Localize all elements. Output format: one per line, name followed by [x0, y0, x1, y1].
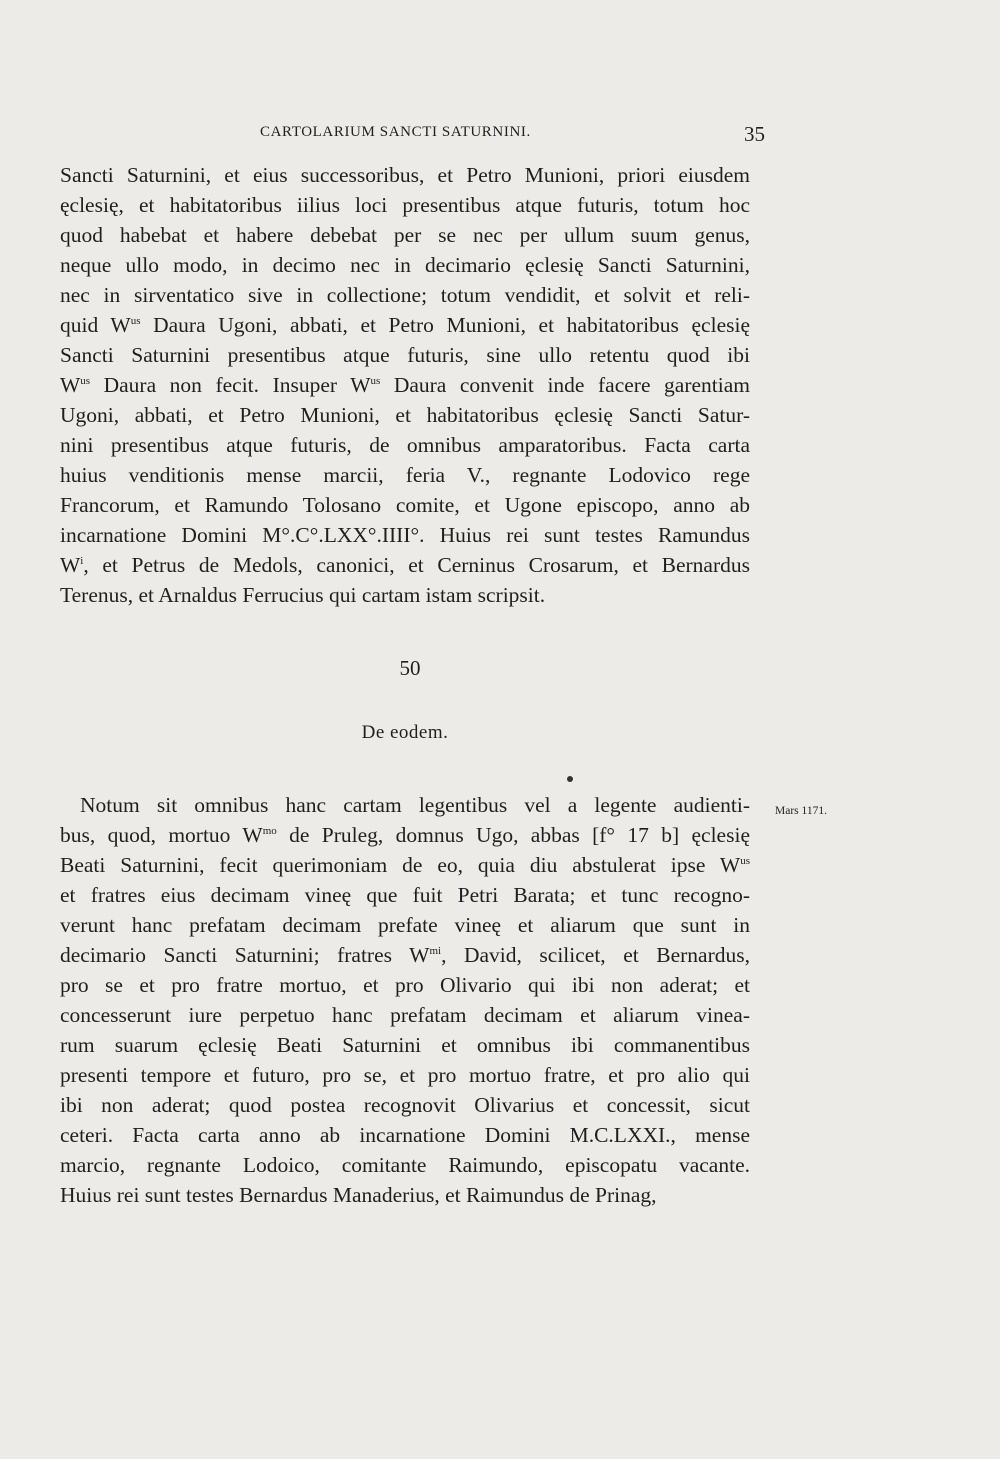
superscript-abbreviation: mi [429, 945, 442, 957]
charter-50-line: et fratres eius decimam vineę que fuit Petri Barata; et tunc recogno- [60, 883, 750, 907]
superscript-abbreviation: us [130, 315, 141, 327]
charter-title: De eodem. [361, 722, 449, 743]
charter-50-line: Huius rei sunt testes Bernardus Manaderius, et Raimundus de Prinag, [60, 1183, 657, 1207]
charter-50-line: rum suarum ęclesię Beati Saturnini et omnibus ibi commanentibus [60, 1033, 750, 1057]
charter-50-line: marcio, regnante Lodoico, comitante Raimundo, episcopatu vacante. [60, 1153, 750, 1177]
running-head [60, 122, 765, 146]
charter-50-line: bus, quod, mortuo $W^{mo}$ de Pruleg, domnus Ugo, abbas [f° 17 b] ęclesię [60, 823, 750, 847]
charter-49-continuation-line: quod habebat et habere debebat per se nec per ullum suum genus, [60, 223, 750, 247]
charter-49-continuation-line: nec in sirventatico sive in collectione; totum vendidit, et solvit et reli- [60, 283, 750, 307]
charter-50-line: verunt hanc prefatam decimam prefate vineę et aliarum que sunt in [60, 913, 750, 937]
charter-50-line: presenti tempore et futuro, pro se, et pro mortuo fratre, et pro alio qui [60, 1063, 750, 1087]
charter-49-continuation-line: Sancti Saturnini, et eius successoribus, et Petro Munioni, priori eiusdem [60, 163, 750, 187]
superscript-abbreviation: us [740, 855, 750, 867]
charter-49-continuation-line: $W^{us}$ Daura non fecit. Insuper $W^{us}$ Daura convenit inde facere garentiam [60, 373, 750, 397]
charter-49-continuation-line: huius venditionis mense marcii, feria V., regnante Lodovico rege [60, 463, 750, 487]
charter-50-line: pro se et pro fratre mortuo, et pro Olivario qui ibi non aderat; et [60, 973, 750, 997]
superscript-abbreviation: mo [262, 825, 277, 837]
charter-49-continuation-line: ęclesię, et habitatoribus iilius loci presentibus atque futuris, totum hoc [60, 193, 750, 217]
charter-50-line: decimario Sancti Saturnini; fratres $W^{mi}$, David, scilicet, et Bernardus, [60, 943, 750, 967]
charter-49-continuation-line: Francorum, et Ramundo Tolosano comite, et Ugone episcopo, anno ab [60, 493, 750, 517]
charter-49-continuation-line: Sancti Saturnini presentibus atque futuris, sine ullo retentu quod ibi [60, 343, 750, 367]
ink-dot [567, 776, 573, 782]
superscript-abbreviation: i [80, 555, 84, 567]
charter-50-line: ibi non aderat; quod postea recognovit Olivarius et concessit, sicut [60, 1093, 750, 1117]
charter-49-continuation-line: Ugoni, abbati, et Petro Munioni, et habitatoribus ęclesię Sancti Satur- [60, 403, 750, 427]
charter-49-continuation-line: Terenus, et Arnaldus Ferrucius qui cartam istam scripsit. [60, 583, 546, 607]
charter-50-line: Notum sit omnibus hanc cartam legentibus vel a legente audienti- [80, 793, 750, 817]
charter-49-continuation-line: neque ullo modo, in decimo nec in decimario ęclesię Sancti Saturnini, [60, 253, 750, 277]
running-title: CARTOLARIUM SANCTI SATURNINI. [260, 124, 531, 140]
charter-50-line: ceteri. Facta carta anno ab incarnatione Domini M.C.LXXI., mense [60, 1123, 750, 1147]
charter-49-continuation-text [60, 160, 750, 610]
superscript-abbreviation: us [80, 375, 91, 387]
charter-49-continuation-line: $W^i$, et Petrus de Medols, canonici, et Cerninus Crosarum, et Bernardus [60, 553, 750, 577]
charter-number: 50 [399, 656, 421, 680]
charter-50-line: concesserunt iure perpetuo hanc prefatam decimam et aliarum vinea- [60, 1003, 750, 1027]
charter-50-text [60, 790, 750, 1210]
superscript-abbreviation: us [370, 375, 381, 387]
charter-49-continuation-line: incarnatione Domini M°.C°.LXX°.IIII°. Huius rei sunt testes Ramundus [60, 523, 750, 547]
charter-49-continuation-line: quid $W^{us}$ Daura Ugoni, abbati, et Petro Munioni, et habitatoribus ęclesię [60, 313, 750, 337]
margin-date-note: Mars 1171. [775, 805, 827, 817]
charter-49-continuation-line: nini presentibus atque futuris, de omnibus amparatoribus. Facta carta [60, 433, 750, 457]
page-number: 35 [744, 122, 765, 146]
charter-50-line: Beati Saturnini, fecit querimoniam de eo, quia diu abstulerat ipse $W^{us}$ [60, 853, 750, 877]
